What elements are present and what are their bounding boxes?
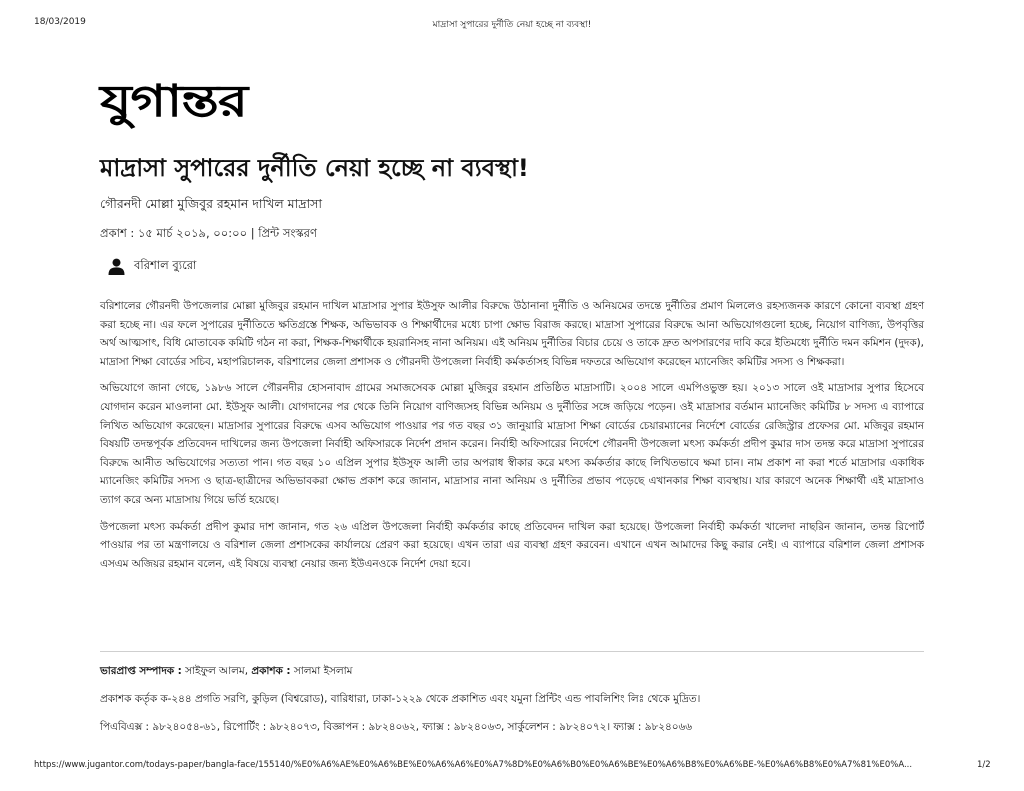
print-url: https://www.jugantor.com/todays-paper/bangla-face/155140/%E0%A6%AE%E0%A6%BE%E0%A6%A6%E0%A7%8D%E0%A6%B0%E0%A6%BE%E0%A6%B8%E0%A6%BE-%E0%A6%B8%E0%A7%81%E0%A... [34, 760, 913, 770]
footer-address: প্রকাশক কর্তৃক ক-২৪৪ প্রগতি সরণি, কুড়িল (বিশ্বরোড), বারিধারা, ঢাকা-১২২৯ থেকে প্রকাশিত এবং যমুনা প্রিন্টিং এন্ড পাবলিশিং লিঃ থেকে মুদ্রিত। [100, 693, 701, 705]
editor-label: ভারপ্রাপ্ত সম্পাদক : [100, 665, 182, 677]
footer-divider [100, 651, 924, 652]
publisher-label: প্রকাশক : [251, 665, 291, 677]
author-name: বরিশাল ব্যুরো [134, 258, 197, 272]
print-date: 18/03/2019 [34, 17, 86, 27]
article-headline: মাদ্রাসা সুপারের দুর্নীতি নেয়া হচ্ছে না ব্যবস্থা! [100, 154, 529, 182]
publisher-name: সালমা ইসলাম [293, 665, 353, 677]
jugantor-logo[interactable]: যুগান্তর [100, 76, 247, 127]
article-paragraph: উপজেলা মৎস্য কর্মকর্তা প্রদীপ কুমার দাশ জানান, গত ২৬ এপ্রিল উপজেলা নির্বাহী কর্মকর্তার কাছে প্রতিবেদন দাখিল করা হয়েছে। উপজেলা নির্বাহী কর্মকর্তা খালেদা নাছরিন জানান, তদন্ত রিপোর্ট পাওয়ার পর তা মন্ত্রণালয়ে ও বরিশাল জেলা প্রশাসকের কার্যালয়ে প্রেরণ করা হয়েছে। এখন তারা এর ব্যবস্থা গ্রহণ করবেন। এখানে এখন আমাদের কিছু করার নেই। এ ব্যাপারে বরিশাল জেলা প্রশাসক এসএম অজিয়র রহমান বলেন, এই বিষয়ে ব্যবস্থা নেয়ার জন্য ইউএনওকে নির্দেশ দেয়া হবে। [100, 520, 924, 570]
article-paragraph: বরিশালের গৌরনদী উপজেলার মোল্লা মুজিবুর রহমান দাখিল মাদ্রাসার সুপার ইউসুফ আলীর বিরুদ্ধে উঠানানা দুর্নীতি ও অনিয়মের তদন্তে দুর্নীতির প্রমাণ মিললেও রহস্যজনক কারণে কোনো ব্যবস্থা গ্রহণ করা হচ্ছে না। এর ফলে সুপারের দুর্নীতিতে ক্ষতিগ্রস্তে শিক্ষক, অভিভাবক ও শিক্ষার্থীদের মধ্যে চাপা ক্ষোভ বিরাজ করছে। মাদ্রাসা সুপারের বিরুদ্ধে আনা অভিযোগগুলো হচ্ছে, নিয়োগ বাণিজ্য, উপবৃত্তির অর্থ আত্মসাৎ, বিধি মোতাবেক কমিটি গঠন না করা, শিক্ষক-শিক্ষার্থীকে হয়রানিসহ নানা অনিয়ম। এই অনিয়ম দুর্নীতির বিচার চেয়ে ও তাকে দ্রুত অপসারণের দাবি করে ইতিমধ্যে দুর্নীতি দমন কমিশন (দুদক), মাদ্রাসা শিক্ষা বোর্ডের সচিব, মহাপরিচালক, বরিশালের জেলা প্রশাসক ও গৌরনদী উপজেলা নির্বাহী কর্মকর্তাসহ বিভিন্ন দফতরে অভিযোগ করেছেন ম্যানেজিং কমিটির সদস্য ও শিক্ষকরা। [100, 300, 924, 368]
page-number: 1/2 [977, 760, 991, 770]
author-byline[interactable] [108, 257, 196, 276]
article-paragraph: অভিযোগে জানা গেছে, ১৯৮৬ সালে গৌরনদীর হোসনাবাদ গ্রামের সমাজসেবক মোল্লা মুজিবুর রহমান প্রতিষ্ঠিত মাদ্রাসাটি। ২০০৪ সালে এমপিওভুক্ত হয়। ২০১৩ সালে ওই মাদ্রাসার সুপার হিসেবে যোগদান করেন মাওলানা মো. ইউসুফ আলী। যোগদানের পর থেকে তিনি নিয়োগ বাণিজ্যসহ বিভিন্ন অনিয়ম ও দুর্নীতির সঙ্গে জড়িয়ে পড়েন। ওই মাদ্রাসার বর্তমান ম্যানেজিং কমিটির ৮ সদস্য এ ব্যাপারে লিখিত অভিযোগ করেছেন। মাদ্রাসার সুপারের বিরুদ্ধে এসব অভিযোগ পাওয়ার পর গত বছর ৩১ জানুয়ারি মাদ্রাসা শিক্ষা বোর্ডের চেয়ারম্যানের নির্দেশে বোর্ডের রেজিস্ট্রার প্রফেসর মো. মজিবুর রহমান বিষয়টি তদন্তপূর্বক প্রতিবেদন দাখিলের জন্য উপজেলা নির্বাহী অফিসারকে নির্দেশ প্রদান করেন। নির্বাহী অফিসারের নির্দেশে গৌরনদী উপজেলা মৎস্য কর্মকর্তা প্রদীপ কুমার দাস তদন্ত করে মাদ্রাসা সুপারের বিরুদ্ধে আনীত অভিযোগের সত্যতা পান। গত বছর ১০ এপ্রিল সুপার ইউসুফ আলী তার অপরাধ স্বীকার করে মৎস্য কর্মকর্তার কাছে লিখিতভাবে ক্ষমা চান। নাম প্রকাশ না করা শর্তে মাদ্রাসার একাধিক ম্যানেজিং কমিটির সদস্য ও ছাত্র-ছাত্রীদের অভিভাবকরা ক্ষোভ প্রকাশ করে জানান, মাদ্রাসার নানা অনিয়ম ও দুর্নীতির প্রভাব পড়েছে এখানকার শিক্ষা ব্যবস্থায়। যার কারণে অনেক শিক্ষার্থী এই মাদ্রাসাও ত্যাগ করে অন্য মাদ্রাসায় গিয়ে ভর্তি হয়েছে। [100, 382, 924, 506]
article-subhead: গৌরনদী মোল্লা মুজিবুর রহমান দাখিল মাদ্রাসা [100, 196, 323, 211]
footer-editor-line [100, 664, 352, 681]
article-body [100, 297, 924, 581]
editor-name: সাইফুল আলম, [185, 665, 248, 677]
print-header-title: মাদ্রাসা সুপারের দুর্নীতি নেয়া হচ্ছে না ব্যবস্থা! [432, 20, 592, 30]
person-icon [108, 258, 125, 275]
publish-info: প্রকাশ : ১৫ মার্চ ২০১৯, ০০:০০ | প্রিন্ট সংস্করণ [100, 226, 317, 240]
footer-contacts: পিএবিএক্স : ৯৮২৪০৫৪-৬১, রিপোর্টিং : ৯৮২৪০৭৩, বিজ্ঞাপন : ৯৮২৪০৬২, ফ্যাক্স : ৯৮২৪০৬৩, সার্কুলেশন : ৯৮২৪০৭২। ফ্যাক্স : ৯৮২৪০৬৬ [100, 721, 692, 733]
